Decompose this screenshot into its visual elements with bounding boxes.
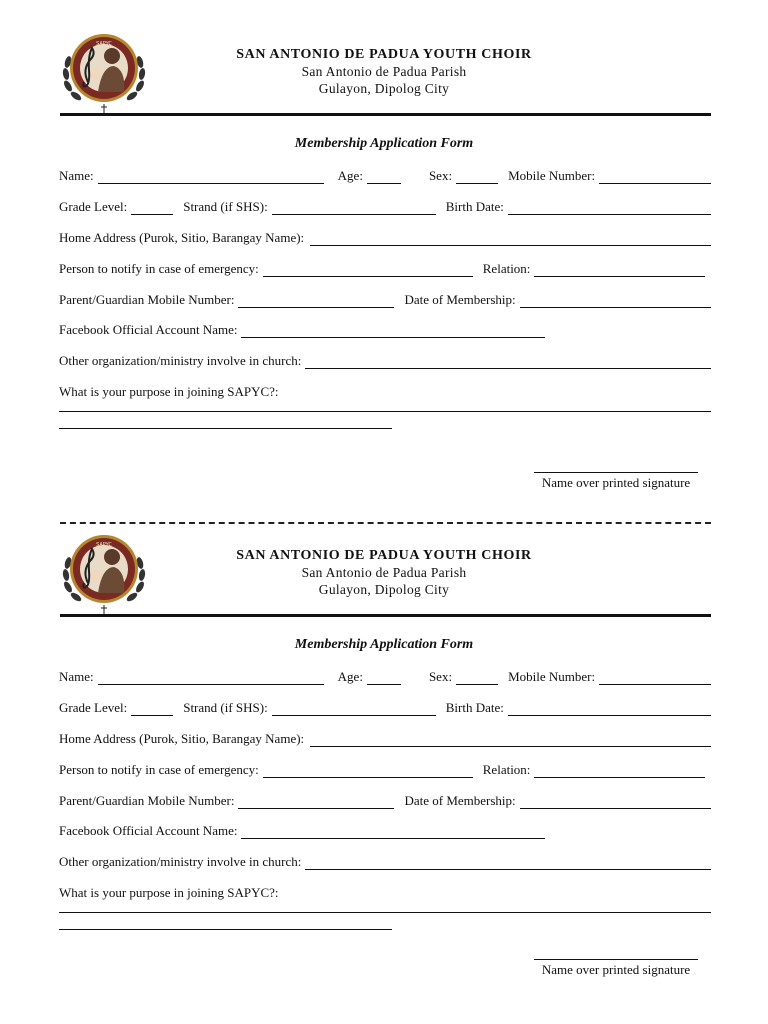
name-field[interactable] bbox=[98, 171, 324, 184]
row-other-org bbox=[59, 351, 711, 369]
other-org-field[interactable] bbox=[305, 857, 711, 870]
grade-field[interactable] bbox=[131, 703, 173, 716]
facebook-field[interactable] bbox=[241, 325, 545, 338]
grade-label: Grade Level: bbox=[59, 199, 128, 214]
address-field[interactable] bbox=[310, 233, 711, 246]
relation-field[interactable] bbox=[534, 765, 705, 778]
row-emergency bbox=[59, 259, 711, 277]
sex-field[interactable] bbox=[456, 171, 498, 184]
row-address bbox=[59, 729, 711, 747]
signature-label: Name over printed signature bbox=[541, 962, 691, 977]
signature-label: Name over printed signature bbox=[541, 475, 691, 490]
mobile-label: Mobile Number: bbox=[508, 669, 596, 684]
guardian-label: Parent/Guardian Mobile Number: bbox=[59, 793, 235, 808]
form-title: Membership Application Form bbox=[294, 637, 474, 652]
other-org-label: Other organization/ministry involve in church: bbox=[59, 353, 302, 368]
relation-label: Relation: bbox=[482, 762, 531, 777]
birth-field[interactable] bbox=[508, 703, 711, 716]
purpose-label: What is your purpose in joining SAPYC?: bbox=[59, 384, 279, 399]
header-rule bbox=[60, 614, 711, 617]
age-field[interactable] bbox=[367, 171, 401, 184]
row-name bbox=[59, 667, 711, 685]
strand-field[interactable] bbox=[272, 202, 436, 215]
sex-label: Sex: bbox=[428, 669, 453, 684]
facebook-label: Facebook Official Account Name: bbox=[59, 322, 238, 337]
emergency-field[interactable] bbox=[263, 765, 473, 778]
age-label: Age: bbox=[337, 669, 363, 684]
grade-field[interactable] bbox=[131, 202, 173, 215]
purpose-label: What is your purpose in joining SAPYC?: bbox=[59, 885, 279, 900]
membership-date-field[interactable] bbox=[520, 796, 711, 809]
relation-field[interactable] bbox=[534, 264, 705, 277]
grade-label: Grade Level: bbox=[59, 700, 128, 715]
row-purpose bbox=[59, 883, 711, 901]
birth-label: Birth Date: bbox=[445, 199, 504, 214]
org-name: SAN ANTONIO DE PADUA YOUTH CHOIR bbox=[236, 47, 532, 62]
age-field[interactable] bbox=[367, 672, 401, 685]
row-name bbox=[59, 166, 711, 184]
row-address bbox=[59, 228, 711, 246]
strand-field[interactable] bbox=[272, 703, 436, 716]
row-other-org bbox=[59, 852, 711, 870]
purpose-line-2[interactable] bbox=[59, 428, 392, 429]
sex-label: Sex: bbox=[428, 168, 453, 183]
guardian-field[interactable] bbox=[238, 295, 394, 308]
mobile-label: Mobile Number: bbox=[508, 168, 596, 183]
guardian-label: Parent/Guardian Mobile Number: bbox=[59, 292, 235, 307]
address-label: Home Address (Purok, Sitio, Barangay Name): bbox=[59, 230, 305, 245]
purpose-line-1[interactable] bbox=[59, 411, 711, 412]
birth-label: Birth Date: bbox=[445, 700, 504, 715]
mobile-field[interactable] bbox=[599, 171, 711, 184]
parish-location: Gulayon, Dipolog City bbox=[318, 81, 450, 96]
row-guardian bbox=[59, 290, 711, 308]
membership-date-label: Date of Membership: bbox=[404, 292, 516, 307]
parish-name: San Antonio de Padua Parish bbox=[301, 64, 467, 79]
birth-field[interactable] bbox=[508, 202, 711, 215]
strand-label: Strand (if SHS): bbox=[183, 199, 268, 214]
purpose-line-1[interactable] bbox=[59, 912, 711, 913]
sex-field[interactable] bbox=[456, 672, 498, 685]
signature-line[interactable] bbox=[534, 959, 698, 960]
parish-name: San Antonio de Padua Parish bbox=[301, 565, 467, 580]
name-field[interactable] bbox=[98, 672, 324, 685]
org-name: SAN ANTONIO DE PADUA YOUTH CHOIR bbox=[236, 548, 532, 563]
facebook-label: Facebook Official Account Name: bbox=[59, 823, 238, 838]
emergency-label: Person to notify in case of emergency: bbox=[59, 261, 259, 276]
row-facebook bbox=[59, 821, 711, 839]
emergency-field[interactable] bbox=[263, 264, 473, 277]
age-label: Age: bbox=[337, 168, 363, 183]
row-guardian bbox=[59, 791, 711, 809]
row-purpose bbox=[59, 382, 711, 400]
parish-location: Gulayon, Dipolog City bbox=[318, 582, 450, 597]
other-org-field[interactable] bbox=[305, 356, 711, 369]
membership-date-field[interactable] bbox=[520, 295, 711, 308]
address-label: Home Address (Purok, Sitio, Barangay Name): bbox=[59, 731, 305, 746]
form-title: Membership Application Form bbox=[294, 136, 474, 151]
name-label: Name: bbox=[59, 669, 94, 684]
relation-label: Relation: bbox=[482, 261, 531, 276]
name-label: Name: bbox=[59, 168, 94, 183]
row-grade bbox=[59, 197, 711, 215]
signature-line[interactable] bbox=[534, 472, 698, 473]
address-field[interactable] bbox=[310, 734, 711, 747]
strand-label: Strand (if SHS): bbox=[183, 700, 268, 715]
form-copy-2 bbox=[0, 501, 768, 1013]
facebook-field[interactable] bbox=[241, 826, 545, 839]
emergency-label: Person to notify in case of emergency: bbox=[59, 762, 259, 777]
row-grade bbox=[59, 698, 711, 716]
guardian-field[interactable] bbox=[238, 796, 394, 809]
other-org-label: Other organization/ministry involve in church: bbox=[59, 854, 302, 869]
membership-date-label: Date of Membership: bbox=[404, 793, 516, 808]
purpose-line-2[interactable] bbox=[59, 929, 392, 930]
mobile-field[interactable] bbox=[599, 672, 711, 685]
header-rule bbox=[60, 113, 711, 116]
row-emergency bbox=[59, 760, 711, 778]
row-facebook bbox=[59, 320, 711, 338]
